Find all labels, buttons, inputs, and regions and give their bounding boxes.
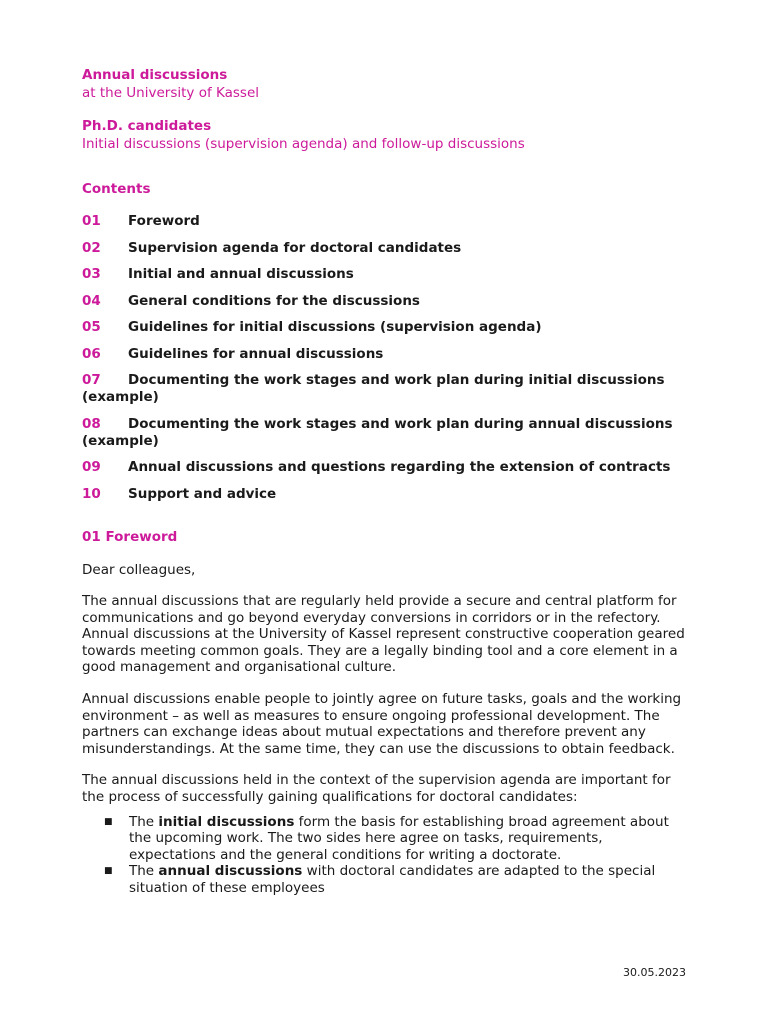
paragraph-2: Annual discussions enable people to jointly agree on future tasks, goals and the working environment – as well as measures to ensure ongoing professional development. The partners can exchange ideas about mutual expectations and therefore prevent any misunderstandings. At the same time, they can use the discussions to obtain feedback.: [82, 691, 682, 757]
title-block: [82, 66, 692, 102]
document-page: [82, 66, 692, 897]
toc-item[interactable]: [82, 459, 692, 476]
toc-number: 06: [82, 345, 101, 362]
toc-number: 09: [82, 459, 101, 475]
section-subtitle: Initial discussions (supervision agenda) and follow-up discussions: [82, 136, 525, 152]
toc-label: Supervision agenda for doctoral candidates: [128, 239, 462, 256]
paragraph-1: The annual discussions that are regularly held provide a secure and central platform for communications and go beyond everyday conversions in corridors or in the refectory. Annual discussions at the University of Kassel represent constructive cooperation geared towards meeting common goals. They are a legally binding tool and a core element in a good management and organisational culture.: [82, 593, 685, 676]
toc-number: 05: [82, 319, 101, 335]
toc-number: 08: [82, 415, 101, 432]
toc-number: 07: [82, 372, 101, 388]
bullet-list: [82, 814, 692, 897]
toc-item[interactable]: [82, 240, 692, 257]
toc-number: 10: [82, 485, 101, 502]
bullet-pre: The: [129, 813, 159, 830]
section-title: Ph.D. candidates: [82, 118, 212, 134]
toc-item[interactable]: [82, 266, 692, 283]
list-item: [82, 814, 692, 864]
toc-label: Documenting the work stages and work plan during initial discussions (example): [82, 372, 665, 405]
list-item: [82, 863, 692, 896]
foreword-heading: 01 Foreword: [82, 528, 178, 545]
table-of-contents: [82, 213, 692, 503]
toc-number: 04: [82, 292, 101, 309]
toc-item[interactable]: [82, 293, 692, 310]
toc-number: 02: [82, 239, 101, 256]
toc-item[interactable]: [82, 372, 692, 406]
bullet-bold: initial discussions: [158, 813, 295, 830]
document-title: Annual discussions: [82, 67, 228, 83]
toc-number: 01: [82, 213, 101, 229]
contents-heading: Contents: [82, 181, 151, 197]
toc-label: Guidelines for annual discussions: [128, 345, 384, 362]
toc-label: Support and advice: [128, 485, 277, 502]
toc-item[interactable]: [82, 416, 692, 450]
toc-number: 03: [82, 266, 101, 282]
toc-item[interactable]: [82, 486, 692, 503]
toc-item[interactable]: [82, 346, 692, 363]
toc-label: Annual discussions and questions regarding the extension of contracts: [128, 459, 671, 475]
document-subtitle: at the University of Kassel: [82, 85, 260, 101]
square-bullet-icon: ■: [104, 866, 113, 877]
paragraph-3: The annual discussions held in the context of the supervision agenda are important for the process of successfully gaining qualifications for doctoral candidates:: [82, 772, 671, 806]
footer-date: 30.05.2023: [623, 966, 686, 979]
bullet-bold: annual discussions: [158, 863, 303, 880]
bullet-pre: The: [129, 863, 159, 880]
greeting: Dear colleagues,: [82, 561, 196, 578]
bullet-post: with doctoral candidates are adapted to the special situation of these employees: [129, 863, 656, 896]
toc-label: Foreword: [128, 213, 200, 229]
toc-label: Initial and annual discussions: [128, 266, 354, 282]
square-bullet-icon: ■: [104, 816, 113, 827]
toc-label: Guidelines for initial discussions (supervision agenda): [128, 319, 542, 335]
section-block: [82, 117, 692, 153]
bullet-post: form the basis for establishing broad agreement about the upcoming work. The two sides here agree on tasks, requirements, expectations and the general conditions for writing a doctorate.: [129, 813, 669, 863]
toc-label: General conditions for the discussions: [128, 292, 420, 309]
toc-label: Documenting the work stages and work plan during annual discussions (example): [82, 415, 673, 449]
toc-item[interactable]: [82, 319, 692, 336]
toc-item[interactable]: [82, 213, 692, 230]
